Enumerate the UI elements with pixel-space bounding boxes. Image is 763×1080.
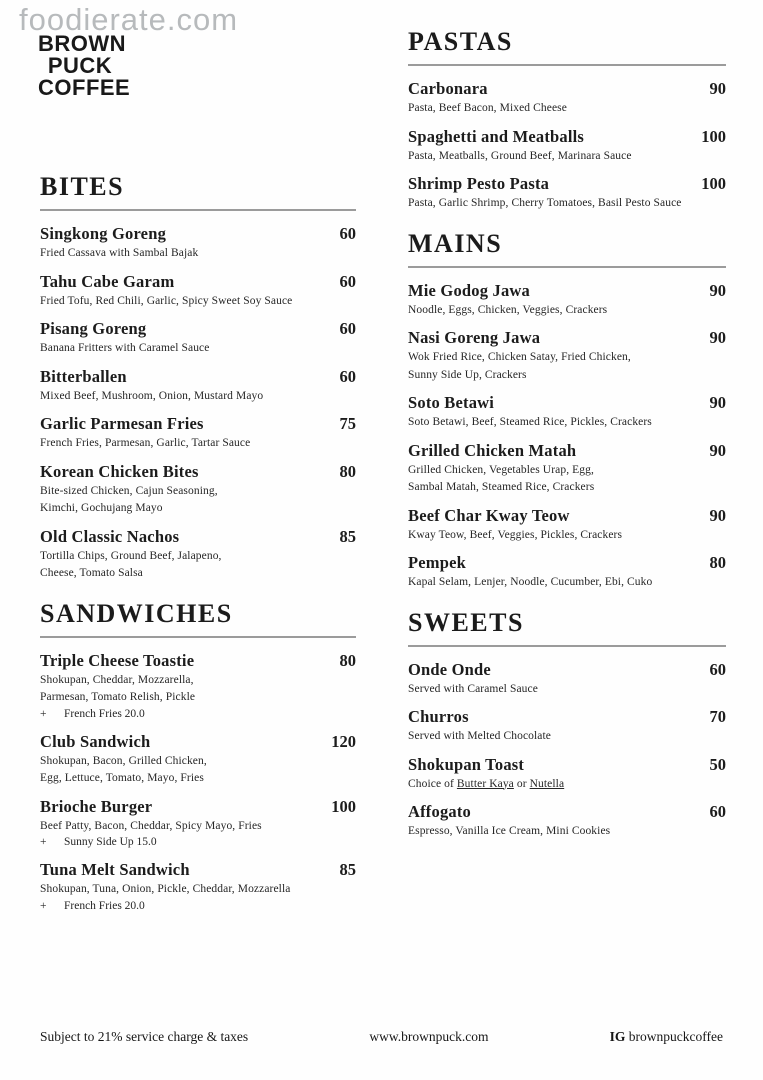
- menu-item: [408, 755, 726, 792]
- item-description-block: [408, 777, 726, 792]
- item-description-line: Fried Cassava with Sambal Bajak: [40, 247, 199, 259]
- menu-item-row: [40, 319, 356, 338]
- item-description-block: [408, 101, 726, 116]
- menu-section: [40, 599, 356, 913]
- item-name: Shokupan Toast: [408, 754, 525, 774]
- menu-item: [408, 553, 726, 590]
- menu-item: [408, 660, 726, 697]
- item-price: 70: [709, 707, 726, 726]
- item-description-block: [408, 303, 726, 318]
- section-items: [408, 660, 726, 839]
- item-price: 60: [709, 659, 726, 679]
- menu-item: [40, 319, 356, 356]
- item-name: Club Sandwich: [40, 731, 151, 751]
- item-description-block: [408, 415, 726, 430]
- item-description-line: Served with Melted Chocolate: [408, 730, 552, 742]
- item-description-line: Kimchi, Gochujang Mayo: [40, 502, 163, 514]
- menu-item-row: [408, 707, 726, 726]
- plus-sign: +: [40, 707, 47, 720]
- footer-website: www.brownpuck.com: [369, 1029, 489, 1044]
- item-description-block: [40, 246, 356, 261]
- item-description-line: Wok Fried Rice, Chicken Satay, Fried Chicken,: [408, 351, 631, 363]
- menu-item-row: [408, 660, 726, 679]
- menu-item-row: [40, 224, 356, 243]
- logo-line-3: COFFEE: [38, 75, 131, 100]
- item-description-line: Shokupan, Bacon, Grilled Chicken,: [40, 754, 207, 767]
- logo-line-1: BROWN: [38, 31, 127, 56]
- item-description-block: [408, 824, 726, 839]
- item-price: 60: [339, 271, 356, 291]
- section-title: PASTAS: [408, 27, 513, 56]
- item-name: Shrimp Pesto Pasta: [408, 174, 550, 193]
- section-items: [408, 79, 726, 211]
- item-description-line: Served with Caramel Sauce: [408, 682, 538, 695]
- plus-sign: +: [40, 899, 47, 912]
- item-name: Tuna Melt Sandwich: [40, 860, 190, 879]
- logo-line-2: PUCK: [47, 53, 113, 78]
- item-name: Bitterballen: [40, 366, 127, 386]
- menu-item-row: [408, 553, 726, 572]
- section-items: [408, 281, 726, 590]
- item-name: Affogato: [408, 802, 471, 821]
- plus-sign: +: [40, 836, 47, 848]
- item-price: 60: [339, 366, 356, 386]
- menu-item-row: [408, 506, 726, 525]
- menu-item: [40, 224, 356, 261]
- item-price: 80: [339, 650, 356, 670]
- item-name: Brioche Burger: [40, 796, 153, 816]
- item-description-block: [408, 196, 726, 211]
- item-name: Triple Cheese Toastie: [40, 650, 195, 670]
- footer-ig-handle: brownpuckcoffee: [628, 1029, 723, 1044]
- addon-label: French Fries 20.0: [64, 707, 145, 720]
- addon-label: Sunny Side Up 15.0: [64, 836, 157, 848]
- menu-item: [40, 651, 356, 721]
- menu-item-row: [40, 797, 356, 816]
- menu-item-row: [408, 802, 726, 821]
- item-description-line: Kway Teow, Beef, Veggies, Pickles, Crackers: [408, 528, 623, 541]
- item-price: 90: [709, 280, 726, 300]
- item-description-line: Grilled Chicken, Vegetables Urap, Egg,: [408, 463, 594, 476]
- item-description-block: [40, 882, 356, 913]
- item-description-line: Sambal Matah, Steamed Rice, Crackers: [408, 481, 595, 493]
- item-name: Soto Betawi: [408, 393, 495, 412]
- menu-item-row: [408, 755, 726, 774]
- underlined-option: Butter Kaya: [456, 777, 514, 790]
- brand-logo: [38, 31, 131, 100]
- footer-service-charge-note: Subject to 21% service charge & taxes: [40, 1029, 249, 1044]
- item-price: 90: [709, 393, 726, 412]
- menu-item-row: [408, 174, 726, 193]
- item-name: Garlic Parmesan Fries: [40, 414, 204, 433]
- section-divider: [40, 209, 356, 211]
- item-addon-row: [40, 835, 356, 849]
- item-name: Pempek: [408, 553, 467, 572]
- item-description-line: Parmesan, Tomato Relish, Pickle: [40, 691, 196, 703]
- menu-item: [40, 527, 356, 581]
- item-description-block: [408, 682, 726, 697]
- item-price: 100: [701, 174, 726, 193]
- item-addon-row: [40, 899, 356, 913]
- item-description-line: Pasta, Garlic Shrimp, Cherry Tomatoes, Basil Pesto Sauce: [408, 197, 682, 209]
- item-price: 85: [339, 860, 356, 879]
- item-price: 90: [709, 440, 726, 460]
- item-description-line: Shokupan, Cheddar, Mozzarella,: [40, 673, 194, 686]
- menu-item-row: [40, 462, 356, 481]
- section-title: SWEETS: [408, 607, 524, 637]
- item-description-line: Beef Patty, Bacon, Cheddar, Spicy Mayo, Fries: [40, 819, 262, 832]
- menu-item: [408, 802, 726, 839]
- item-price: 60: [339, 224, 356, 243]
- section-title: SANDWICHES: [40, 598, 233, 628]
- item-description-block: [408, 575, 726, 590]
- item-description-block: [408, 463, 726, 495]
- item-description-block: [408, 729, 726, 744]
- menu-section: [408, 229, 726, 590]
- item-name: Pisang Goreng: [40, 319, 147, 338]
- item-description-block: [40, 389, 356, 404]
- menu-item: [408, 281, 726, 318]
- menu-item-row: [408, 127, 726, 146]
- menu-item-row: [40, 860, 356, 879]
- item-description-line: Soto Betawi, Beef, Steamed Rice, Pickles, Crackers: [408, 416, 652, 428]
- menu-item: [40, 732, 356, 786]
- menu-item: [408, 174, 726, 211]
- item-description-block: [40, 549, 356, 581]
- section-items: [40, 651, 356, 913]
- item-description-line: Pasta, Beef Bacon, Mixed Cheese: [408, 102, 567, 114]
- menu-item-row: [408, 281, 726, 300]
- item-description-line: Espresso, Vanilla Ice Cream, Mini Cookies: [408, 825, 611, 837]
- item-price: 50: [709, 754, 726, 774]
- section-divider: [408, 645, 726, 647]
- item-description-block: [40, 673, 356, 721]
- menu-item-row: [40, 367, 356, 386]
- menu-item-row: [408, 328, 726, 347]
- menu-item: [408, 127, 726, 164]
- item-price: 100: [701, 126, 726, 146]
- menu-item-row: [408, 79, 726, 98]
- item-description-line: Fried Tofu, Red Chili, Garlic, Spicy Sweet Soy Sauce: [40, 294, 293, 307]
- item-description-line: Pasta, Meatballs, Ground Beef, Marinara Sauce: [408, 149, 632, 162]
- item-description-line: Bite-sized Chicken, Cajun Seasoning,: [40, 484, 218, 497]
- footer: [40, 1029, 723, 1045]
- menu-item-row: [40, 414, 356, 433]
- item-addon-row: [40, 707, 356, 721]
- item-description-block: [408, 528, 726, 543]
- menu-item: [40, 462, 356, 516]
- watermark: foodierate.com: [19, 2, 239, 37]
- item-price: 120: [331, 731, 356, 751]
- item-description-line: Choice of Butter Kaya or Nutella: [408, 777, 565, 790]
- item-description-line: Egg, Lettuce, Tomato, Mayo, Fries: [40, 772, 204, 784]
- section-divider: [408, 64, 726, 66]
- menu-item: [40, 414, 356, 451]
- menu-section: [40, 172, 356, 581]
- item-price: 90: [709, 79, 726, 98]
- item-price: 85: [339, 526, 356, 546]
- menu-section: [408, 27, 726, 211]
- item-price: 90: [709, 505, 726, 525]
- menu-item: [408, 328, 726, 382]
- item-price: 80: [709, 553, 726, 572]
- menu-item: [408, 707, 726, 744]
- item-description-block: [40, 341, 356, 356]
- section-divider: [408, 266, 726, 268]
- item-price: 60: [709, 802, 726, 821]
- menu-item-row: [40, 527, 356, 546]
- item-name: Grilled Chicken Matah: [408, 440, 577, 460]
- menu-item: [40, 272, 356, 309]
- item-description-line: Shokupan, Tuna, Onion, Pickle, Cheddar, Mozzarella: [40, 883, 291, 895]
- item-name: Nasi Goreng Jawa: [408, 328, 541, 347]
- item-name: Churros: [408, 707, 469, 726]
- menu-item-row: [40, 732, 356, 751]
- item-description-block: [40, 436, 356, 451]
- menu-column-left: [40, 172, 356, 924]
- menu-item: [408, 79, 726, 116]
- item-price: 90: [709, 328, 726, 347]
- item-description-block: [408, 350, 726, 382]
- underlined-option: Nutella: [529, 777, 565, 790]
- menu-item: [408, 506, 726, 543]
- item-description-line: Mixed Beef, Mushroom, Onion, Mustard Mayo: [40, 389, 264, 402]
- item-name: Onde Onde: [408, 659, 491, 679]
- item-price: 75: [339, 414, 356, 433]
- item-name: Old Classic Nachos: [40, 526, 180, 546]
- item-name: Beef Char Kway Teow: [408, 505, 570, 525]
- item-description-block: [40, 484, 356, 516]
- menu-item: [408, 441, 726, 495]
- item-name: Korean Chicken Bites: [40, 461, 199, 481]
- item-description-line: Tortilla Chips, Ground Beef, Jalapeno,: [40, 549, 222, 562]
- item-description-line: French Fries, Parmesan, Garlic, Tartar Sauce: [40, 437, 251, 449]
- item-name: Carbonara: [408, 79, 488, 98]
- menu-item-row: [408, 393, 726, 412]
- item-price: 80: [339, 461, 356, 481]
- item-description-block: [40, 294, 356, 309]
- section-divider: [40, 636, 356, 638]
- item-description-block: [40, 819, 356, 850]
- item-description-block: [408, 149, 726, 164]
- section-title: BITES: [40, 172, 125, 201]
- item-description-line: Cheese, Tomato Salsa: [40, 567, 143, 579]
- item-price: 60: [339, 319, 356, 338]
- section-items: [40, 224, 356, 581]
- addon-label: French Fries 20.0: [64, 899, 145, 912]
- menu-item: [40, 367, 356, 404]
- item-description-line: Banana Fritters with Caramel Sauce: [40, 342, 210, 354]
- footer-ig-label: IG: [609, 1029, 626, 1044]
- menu-column-right: [408, 27, 726, 850]
- item-description-line: Kapal Selam, Lenjer, Noodle, Cucumber, Ebi, Cuko: [408, 576, 653, 588]
- menu-item-row: [40, 272, 356, 291]
- item-description-line: Noodle, Eggs, Chicken, Veggies, Crackers: [408, 303, 608, 316]
- item-name: Spaghetti and Meatballs: [408, 126, 585, 146]
- item-price: 100: [331, 796, 356, 816]
- menu-item: [40, 860, 356, 913]
- menu-item-row: [40, 651, 356, 670]
- item-name: Tahu Cabe Garam: [40, 271, 175, 291]
- item-name: Mie Godog Jawa: [408, 280, 530, 300]
- menu-item-row: [408, 441, 726, 460]
- item-name: Singkong Goreng: [40, 224, 167, 243]
- footer-instagram: [610, 1029, 723, 1045]
- item-description-block: [40, 754, 356, 786]
- section-title: MAINS: [408, 228, 503, 258]
- menu-item: [408, 393, 726, 430]
- menu-section: [408, 608, 726, 839]
- menu-item: [40, 797, 356, 850]
- item-description-line: Sunny Side Up, Crackers: [408, 368, 527, 381]
